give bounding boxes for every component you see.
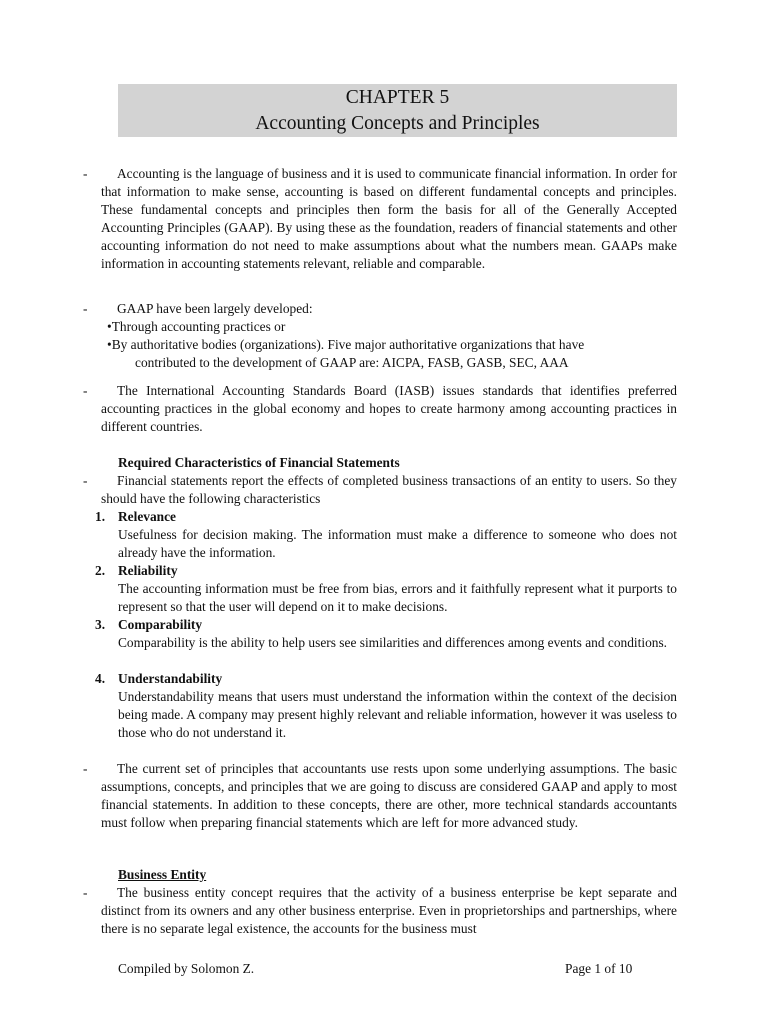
- gaap-bullet-1: •Through accounting practices or: [107, 318, 286, 334]
- iasb-paragraph: [83, 382, 677, 436]
- characteristic-item: [95, 670, 677, 742]
- gaap-text: GAAP have been largely developed:: [117, 301, 313, 316]
- intro-paragraph: [83, 165, 677, 272]
- business-entity-text: The business entity concept requires that the activity of a business enterprise be kept separate and distinct from its owners and any other business enterprise. Even in proprietorships and partnerships, where there is no separate legal existence, the accounts for the business must: [101, 885, 677, 936]
- item-description: The accounting information must be free from bias, errors and it faithfully represent what it purports to represent so that the user will depend on it to make decisions.: [118, 580, 677, 614]
- item-number: 2.: [95, 563, 106, 578]
- item-label: Understandability: [118, 671, 223, 686]
- iasb-text: The International Accounting Standards Board (IASB) issues standards that identifies preferred accounting practices in the global economy and hopes to create harmony among accounting practices in different countries.: [101, 383, 677, 434]
- chapter-number: CHAPTER 5: [345, 87, 450, 108]
- characteristic-item: [95, 616, 677, 652]
- footer-author: Compiled by Solomon Z.: [118, 961, 255, 976]
- bullet-dash: -: [83, 885, 88, 900]
- item-description: Comparability is the ability to help users see similarities and differences among events and conditions.: [118, 634, 668, 650]
- principles-text: The current set of principles that accountants use rests upon some underlying assumptions. The basic assumptions, concepts, and principles that we are going to discuss are considered GAAP and apply to most financial statements. In addition to these concepts, there are other, more technical standards accountants must follow when preparing financial statements which are left for more advanced study.: [101, 761, 677, 830]
- business-entity-paragraph: [83, 884, 677, 938]
- bullet-dash: -: [83, 383, 88, 398]
- characteristic-item: [95, 562, 677, 616]
- characteristics-heading: Required Characteristics of Financial Statements: [118, 455, 400, 470]
- gaap-bullet-2: •By authoritative bodies (organizations). Five major authoritative organizations that have: [107, 336, 585, 352]
- item-label: Relevance: [118, 509, 177, 524]
- bullet-dash: -: [83, 166, 88, 181]
- item-description: Understandability means that users must understand the information within the context of the decision being made. A company may present highly relevant and reliable information, however it was useless to those who do not understand it.: [118, 688, 677, 740]
- gaap-bullet-2-cont: contributed to the development of GAAP are: AICPA, FASB, GASB, SEC, AAA: [135, 354, 569, 370]
- footer-page-number: Page 1 of 10: [565, 961, 633, 976]
- intro-text: Accounting is the language of business and it is used to communicate financial information. In order for that information to make sense, accounting is based on different fundamental concepts and principles. These fundamental concepts and principles then form the basis for all of the Generally Accepted Accounting Principles (GAAP). By using these as the foundation, readers of financial statements and other accounting information do not need to make assumptions about what the numbers mean. GAAPs make information in accounting statements relevant, reliable and comparable.: [101, 166, 677, 271]
- chapter-title-box: [118, 84, 677, 137]
- principles-paragraph: [83, 760, 677, 832]
- item-number: 3.: [95, 617, 106, 632]
- item-number: 1.: [95, 509, 106, 524]
- gaap-paragraph: [83, 300, 677, 372]
- item-number: 4.: [95, 671, 106, 686]
- business-entity-heading: Business Entity: [118, 867, 207, 882]
- item-description: Usefulness for decision making. The information must make a difference to someone who does not already have the information.: [118, 526, 677, 560]
- item-label: Comparability: [118, 617, 203, 632]
- characteristics-text: Financial statements report the effects of completed business transactions of an entity to users. So they should have the following characteristics: [101, 473, 677, 506]
- characteristic-item: [95, 508, 677, 562]
- bullet-dash: -: [83, 761, 88, 776]
- item-label: Reliability: [118, 563, 178, 578]
- bullet-dash: -: [83, 473, 88, 488]
- chapter-title: Accounting Concepts and Principles: [255, 113, 540, 134]
- bullet-dash: -: [83, 301, 88, 316]
- characteristics-paragraph: [83, 472, 677, 508]
